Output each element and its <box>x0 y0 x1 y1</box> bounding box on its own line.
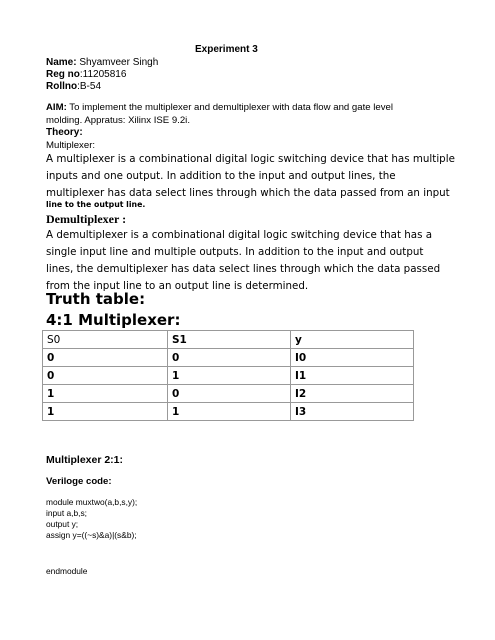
multiplexer-subheading: Multiplexer: <box>46 140 96 151</box>
header-s0: S0 <box>43 331 168 349</box>
aim-block <box>46 101 393 127</box>
aim-line-2: molding. Appratus: Xilinx ISE 9.2i. <box>46 115 190 126</box>
mux-para-line: inputs and one output. In addition to the input and output lines, the <box>46 170 396 182</box>
mux41-heading: 4:1 Multiplexer: <box>46 311 181 329</box>
table-row <box>43 367 414 385</box>
endmodule-line: endmodule <box>46 566 88 576</box>
aim-label: AIM: <box>46 102 67 113</box>
multiplexer-paragraph-tail: line to the output line. <box>46 200 146 209</box>
code-block <box>46 497 137 541</box>
reg-value: :11205816 <box>79 69 127 80</box>
cell-y: I2 <box>291 385 414 403</box>
code-line: input a,b,s; <box>46 508 87 518</box>
cell-s0: 0 <box>43 367 168 385</box>
roll-line <box>46 81 101 92</box>
multiplexer-paragraph <box>46 151 455 202</box>
roll-value: :B-54 <box>77 81 102 92</box>
header-s1: S1 <box>168 331 291 349</box>
table-row <box>43 349 414 367</box>
truth-table <box>42 330 414 421</box>
reg-line <box>46 69 126 80</box>
code-line: output y; <box>46 519 79 529</box>
table-header-row <box>43 331 414 349</box>
demultiplexer-heading: Demultiplexer : <box>46 212 127 226</box>
code-line: assign y=((~s)&a)|(s&b); <box>46 530 137 540</box>
name-label: Name: <box>46 57 77 68</box>
demux-para-line: A demultiplexer is a combinational digital logic switching device that has a <box>46 229 433 241</box>
table-row <box>43 403 414 421</box>
mux-para-line: A multiplexer is a combinational digital logic switching device that has multiple <box>46 153 455 165</box>
verilog-heading: Veriloge code: <box>46 476 112 487</box>
cell-y: I1 <box>291 367 414 385</box>
cell-s0: 1 <box>43 403 168 421</box>
cell-s0: 1 <box>43 385 168 403</box>
demux-para-line: from the input line to an output line is determined. <box>46 280 309 292</box>
name-line <box>46 57 158 68</box>
cell-y: I3 <box>291 403 414 421</box>
demux-para-line: lines, the demultiplexer has data select lines through which the data passed <box>46 263 441 275</box>
reg-label: Reg no <box>46 69 80 80</box>
mux21-heading: Multiplexer 2:1: <box>46 454 124 466</box>
cell-s1: 0 <box>168 385 291 403</box>
aim-line-1 <box>46 101 393 114</box>
code-line: module muxtwo(a,b,s,y); <box>46 497 138 507</box>
name-value: Shyamveer Singh <box>79 57 159 68</box>
header-y: y <box>291 331 414 349</box>
cell-s1: 1 <box>168 403 291 421</box>
theory-heading: Theory: <box>46 127 83 138</box>
truth-table-heading: Truth table: <box>46 290 146 308</box>
experiment-title: Experiment 3 <box>195 44 258 55</box>
cell-y: I0 <box>291 349 414 367</box>
cell-s1: 0 <box>168 349 291 367</box>
mux-para-line: multiplexer has data select lines through which the data passed from an input <box>46 187 450 199</box>
demultiplexer-paragraph <box>46 227 440 295</box>
cell-s0: 0 <box>43 349 168 367</box>
cell-s1: 1 <box>168 367 291 385</box>
demux-para-line: single input line and multiple outputs. In addition to the input and output <box>46 246 424 258</box>
table-row <box>43 385 414 403</box>
roll-label: Rollno <box>46 81 78 92</box>
aim-text-1: To implement the multiplexer and demultiplexer with data flow and gate level <box>69 102 393 113</box>
